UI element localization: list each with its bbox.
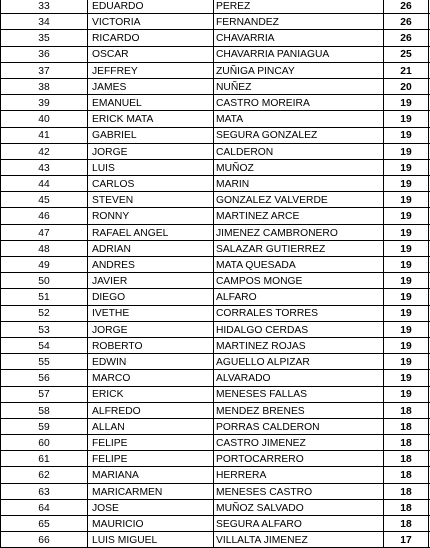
score-cell: 18 <box>383 403 429 418</box>
table-row <box>0 435 430 451</box>
table-row <box>0 500 430 516</box>
row-number-cell: 54 <box>0 338 87 353</box>
row-number-cell: 47 <box>0 225 87 240</box>
first-name-cell: JAMES <box>87 79 213 94</box>
last-name-cell: ALVARADO <box>213 370 383 385</box>
last-name-cell: ZUÑIGA PINCAY <box>213 63 383 78</box>
score-cell: 19 <box>383 160 429 175</box>
table-row <box>0 403 430 419</box>
table-row <box>0 257 430 273</box>
first-name-cell: RAFAEL ANGEL <box>87 225 213 240</box>
last-name-cell: GONZALEZ VALVERDE <box>213 192 383 207</box>
score-cell: 19 <box>383 338 429 353</box>
first-name-cell: VICTORIA <box>87 14 213 29</box>
row-number-cell: 53 <box>0 322 87 337</box>
row-number-cell: 39 <box>0 95 87 110</box>
first-name-cell: ALFREDO <box>87 403 213 418</box>
first-name-cell: IVETHE <box>87 306 213 321</box>
row-number-cell: 36 <box>0 47 87 62</box>
score-cell: 18 <box>383 451 429 466</box>
score-cell: 19 <box>383 241 429 256</box>
last-name-cell: MENESES FALLAS <box>213 387 383 402</box>
first-name-cell: MARICARMEN <box>87 484 213 499</box>
last-name-cell: MENESES CASTRO <box>213 484 383 499</box>
last-name-cell: MARTINEZ ARCE <box>213 208 383 223</box>
first-name-cell: GABRIEL <box>87 128 213 143</box>
last-name-cell: SEGURA GONZALEZ <box>213 128 383 143</box>
first-name-cell: MARCO <box>87 370 213 385</box>
row-number-cell: 40 <box>0 111 87 126</box>
score-cell: 18 <box>383 500 429 515</box>
last-name-cell: MATA <box>213 111 383 126</box>
score-cell: 19 <box>383 306 429 321</box>
score-cell: 19 <box>383 95 429 110</box>
first-name-cell: ERICK MATA <box>87 111 213 126</box>
last-name-cell: JIMENEZ CAMBRONERO <box>213 225 383 240</box>
last-name-cell: PEREZ <box>213 0 383 13</box>
last-name-cell: MARTINEZ ROJAS <box>213 338 383 353</box>
score-cell: 19 <box>383 273 429 288</box>
table-row <box>0 95 430 111</box>
last-name-cell: MUÑOZ <box>213 160 383 175</box>
score-cell: 19 <box>383 322 429 337</box>
row-number-cell: 65 <box>0 516 87 531</box>
table-row <box>0 47 430 63</box>
row-number-cell: 50 <box>0 273 87 288</box>
score-cell: 18 <box>383 435 429 450</box>
first-name-cell: ALLAN <box>87 419 213 434</box>
score-cell: 18 <box>383 484 429 499</box>
first-name-cell: CARLOS <box>87 176 213 191</box>
score-cell: 19 <box>383 208 429 223</box>
row-number-cell: 56 <box>0 370 87 385</box>
row-number-cell: 42 <box>0 144 87 159</box>
first-name-cell: EDWIN <box>87 354 213 369</box>
table-row <box>0 467 430 483</box>
last-name-cell: SEGURA ALFARO <box>213 516 383 531</box>
last-name-cell: CAMPOS MONGE <box>213 273 383 288</box>
last-name-cell: CALDERON <box>213 144 383 159</box>
table-row <box>0 128 430 144</box>
first-name-cell: MARIANA <box>87 467 213 482</box>
row-number-cell: 43 <box>0 160 87 175</box>
table-row <box>0 144 430 160</box>
table-row <box>0 160 430 176</box>
row-number-cell: 59 <box>0 419 87 434</box>
first-name-cell: ANDRES <box>87 257 213 272</box>
table-row <box>0 370 430 386</box>
score-cell: 26 <box>383 14 429 29</box>
row-number-cell: 61 <box>0 451 87 466</box>
table-row <box>0 63 430 79</box>
row-number-cell: 52 <box>0 306 87 321</box>
last-name-cell: MARIN <box>213 176 383 191</box>
last-name-cell: MATA QUESADA <box>213 257 383 272</box>
row-number-cell: 64 <box>0 500 87 515</box>
table-row <box>0 273 430 289</box>
row-number-cell: 60 <box>0 435 87 450</box>
first-name-cell: JORGE <box>87 144 213 159</box>
first-name-cell: ROBERTO <box>87 338 213 353</box>
row-number-cell: 51 <box>0 289 87 304</box>
score-cell: 19 <box>383 289 429 304</box>
table-row <box>0 289 430 305</box>
score-cell: 19 <box>383 128 429 143</box>
row-number-cell: 55 <box>0 354 87 369</box>
last-name-cell: FERNANDEZ <box>213 14 383 29</box>
row-number-cell: 33 <box>0 0 87 13</box>
table-row <box>0 241 430 257</box>
score-cell: 26 <box>383 30 429 45</box>
table-row <box>0 0 430 14</box>
first-name-cell: FELIPE <box>87 435 213 450</box>
table-row <box>0 14 430 30</box>
last-name-cell: SALAZAR GUTIERREZ <box>213 241 383 256</box>
score-cell: 18 <box>383 467 429 482</box>
first-name-cell: DIEGO <box>87 289 213 304</box>
last-name-cell: MENDEZ BRENES <box>213 403 383 418</box>
table-row <box>0 111 430 127</box>
first-name-cell: JEFFREY <box>87 63 213 78</box>
score-cell: 26 <box>383 0 429 13</box>
last-name-cell: CASTRO JIMENEZ <box>213 435 383 450</box>
first-name-cell: EMANUEL <box>87 95 213 110</box>
last-name-cell: CORRALES TORRES <box>213 306 383 321</box>
row-number-cell: 57 <box>0 387 87 402</box>
score-cell: 17 <box>383 532 429 547</box>
first-name-cell: MAURICIO <box>87 516 213 531</box>
table-row <box>0 208 430 224</box>
first-name-cell: JORGE <box>87 322 213 337</box>
table-row <box>0 79 430 95</box>
first-name-cell: STEVEN <box>87 192 213 207</box>
table-row <box>0 176 430 192</box>
last-name-cell: CHAVARRIA <box>213 30 383 45</box>
score-cell: 25 <box>383 47 429 62</box>
score-cell: 19 <box>383 354 429 369</box>
last-name-cell: MUÑOZ SALVADO <box>213 500 383 515</box>
table-row <box>0 30 430 46</box>
table-row <box>0 225 430 241</box>
first-name-cell: EDUARDO <box>87 0 213 13</box>
last-name-cell: VILLALTA JIMENEZ <box>213 532 383 547</box>
last-name-cell: ALFARO <box>213 289 383 304</box>
score-cell: 19 <box>383 192 429 207</box>
last-name-cell: NUÑEZ <box>213 79 383 94</box>
score-cell: 19 <box>383 387 429 402</box>
row-number-cell: 49 <box>0 257 87 272</box>
table-row <box>0 354 430 370</box>
last-name-cell: HERRERA <box>213 467 383 482</box>
first-name-cell: LUIS <box>87 160 213 175</box>
row-number-cell: 35 <box>0 30 87 45</box>
first-name-cell: ADRIAN <box>87 241 213 256</box>
row-number-cell: 62 <box>0 467 87 482</box>
last-name-cell: CASTRO MOREIRA <box>213 95 383 110</box>
last-name-cell: CHAVARRIA PANIAGUA <box>213 47 383 62</box>
last-name-cell: PORTOCARRERO <box>213 451 383 466</box>
last-name-cell: PORRAS CALDERON <box>213 419 383 434</box>
first-name-cell: RICARDO <box>87 30 213 45</box>
row-number-cell: 66 <box>0 532 87 547</box>
score-cell: 21 <box>383 63 429 78</box>
row-number-cell: 44 <box>0 176 87 191</box>
score-cell: 19 <box>383 257 429 272</box>
table-row <box>0 338 430 354</box>
score-cell: 19 <box>383 176 429 191</box>
table-row <box>0 484 430 500</box>
first-name-cell: FELIPE <box>87 451 213 466</box>
table-row <box>0 306 430 322</box>
first-name-cell: LUIS MIGUEL <box>87 532 213 547</box>
row-number-cell: 58 <box>0 403 87 418</box>
table-row <box>0 192 430 208</box>
row-number-cell: 37 <box>0 63 87 78</box>
score-cell: 18 <box>383 516 429 531</box>
first-name-cell: JAVIER <box>87 273 213 288</box>
score-cell: 19 <box>383 225 429 240</box>
row-number-cell: 48 <box>0 241 87 256</box>
row-number-cell: 45 <box>0 192 87 207</box>
score-cell: 19 <box>383 111 429 126</box>
first-name-cell: JOSE <box>87 500 213 515</box>
table-row <box>0 322 430 338</box>
score-cell: 18 <box>383 419 429 434</box>
row-number-cell: 38 <box>0 79 87 94</box>
row-number-cell: 63 <box>0 484 87 499</box>
first-name-cell: ERICK <box>87 387 213 402</box>
last-name-cell: HIDALGO CERDAS <box>213 322 383 337</box>
table-row <box>0 516 430 532</box>
last-name-cell: AGUELLO ALPIZAR <box>213 354 383 369</box>
row-number-cell: 46 <box>0 208 87 223</box>
score-cell: 19 <box>383 144 429 159</box>
table-row <box>0 532 430 548</box>
table-row <box>0 451 430 467</box>
row-number-cell: 41 <box>0 128 87 143</box>
score-cell: 19 <box>383 370 429 385</box>
first-name-cell: OSCAR <box>87 47 213 62</box>
table-row <box>0 419 430 435</box>
table-row <box>0 387 430 403</box>
score-cell: 20 <box>383 79 429 94</box>
row-number-cell: 34 <box>0 14 87 29</box>
first-name-cell: RONNY <box>87 208 213 223</box>
